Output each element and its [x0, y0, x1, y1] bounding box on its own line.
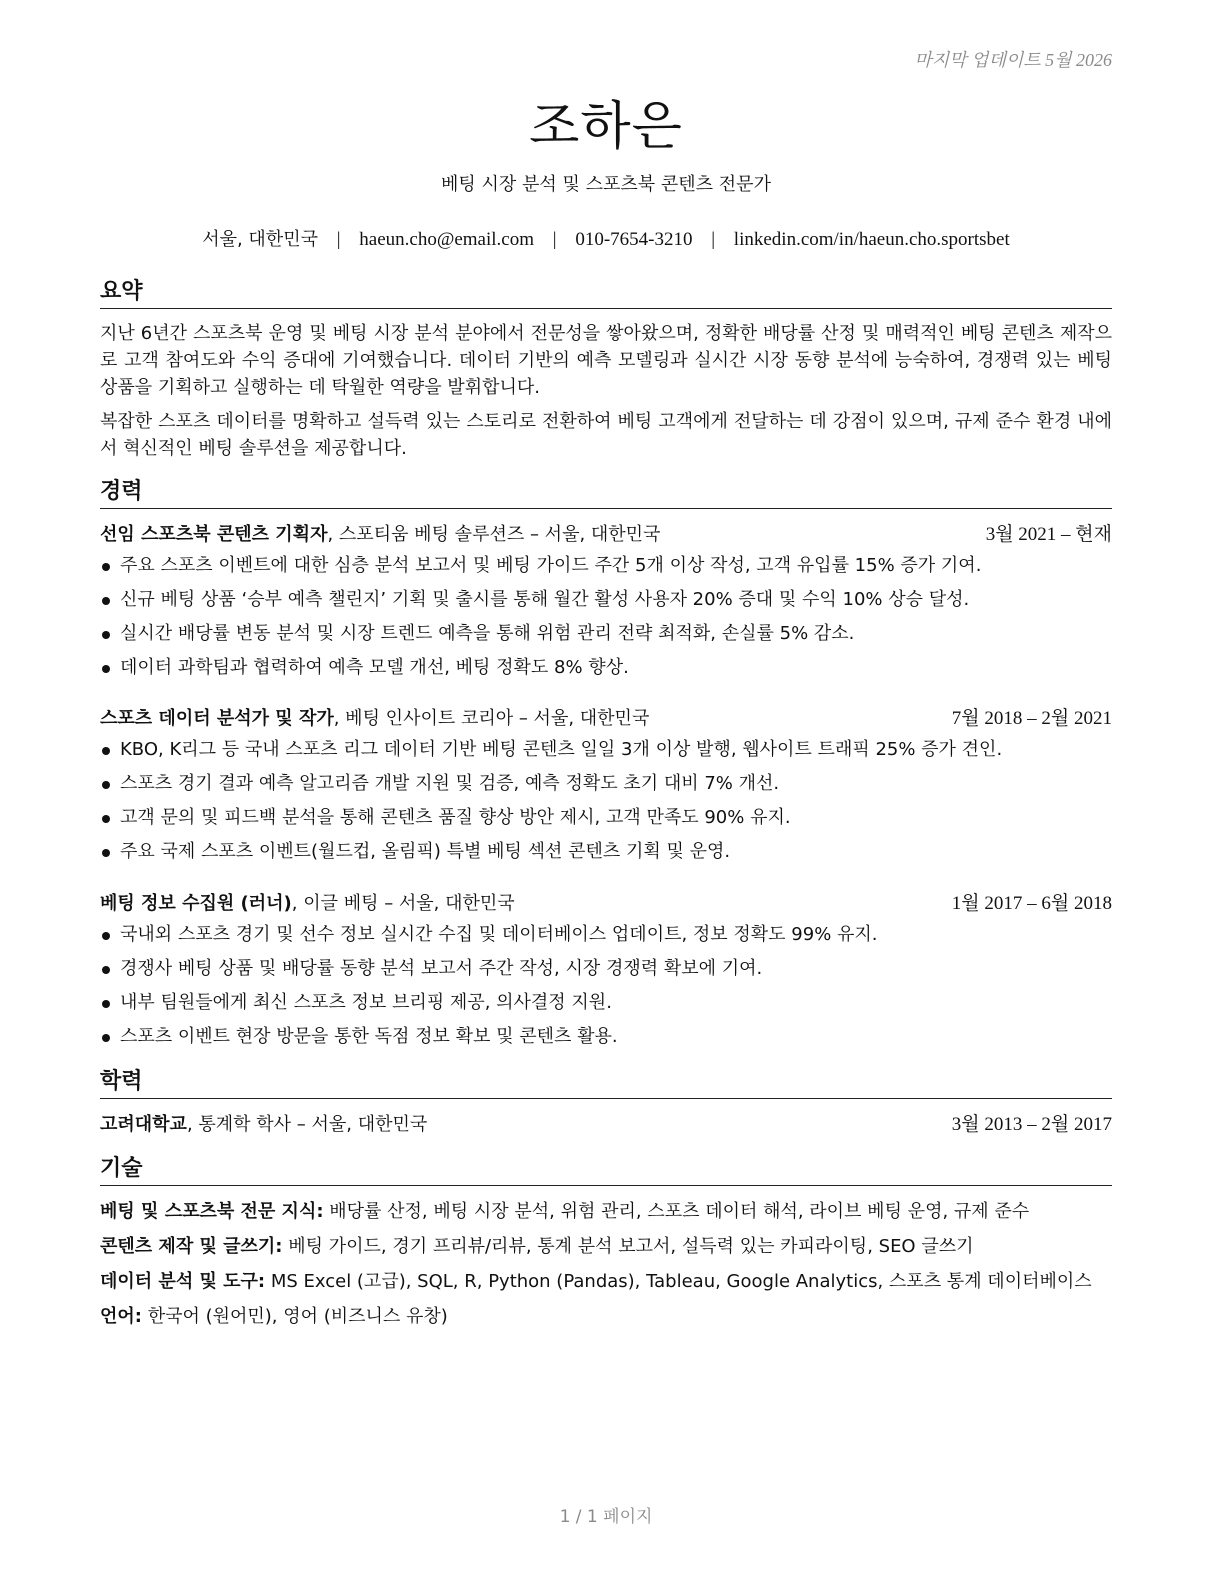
bullet-icon: [102, 631, 110, 639]
contact-separator: |: [711, 229, 716, 250]
skill-category: 베팅 및 스포츠북 전문 지식:: [100, 1201, 324, 1222]
contact-phone[interactable]: 010-7654-3210: [575, 229, 693, 250]
summary-paragraph: 복잡한 스포츠 데이터를 명확하고 설득력 있는 스토리로 전환하여 베팅 고객에게 전달하는 데 강점이 있으며, 규제 준수 환경 내에서 혁신적인 베팅 솔루션을 제공합니다.: [100, 411, 1112, 459]
skills-list: [100, 1200, 1112, 1340]
job-header: [100, 523, 1112, 547]
list-item: [100, 622, 1112, 656]
degree-detail: , 통계학 학사 – 서울, 대한민국: [186, 1114, 428, 1135]
bullet-icon: [102, 1034, 110, 1042]
job-dates: 7월 2018 – 2월 2021: [951, 708, 1112, 729]
job-dates: 3월 2021 – 현재: [985, 524, 1112, 545]
bullet-text: 고객 문의 및 피드백 분석을 통해 콘텐츠 품질 향상 방안 제시, 고객 만족도 90% 유지.: [120, 807, 791, 828]
skill-items: 베팅 가이드, 경기 프리뷰/리뷰, 통계 분석 보고서, 설득력 있는 카피라이팅, SEO 글쓰기: [282, 1236, 974, 1257]
job-header: [100, 707, 1112, 731]
bullet-text: 데이터 과학팀과 협력하여 예측 모델 개선, 베팅 정확도 8% 향상.: [120, 657, 629, 678]
section-heading-education: 학력: [100, 1068, 1112, 1099]
contact-line: [100, 225, 1112, 251]
candidate-name: 조하은: [529, 97, 683, 157]
page-number: 1 / 1 페이지: [559, 1507, 653, 1527]
bullet-text: 내부 팀원들에게 최신 스포츠 정보 브리핑 제공, 의사결정 지원.: [120, 992, 612, 1013]
list-item: [100, 772, 1112, 806]
list-item: [100, 840, 1112, 874]
bullet-text: 주요 국제 스포츠 이벤트(월드컵, 올림픽) 특별 베팅 섹션 콘텐츠 기획 및 운영.: [120, 841, 731, 862]
skill-row: [100, 1200, 1112, 1235]
section-heading-summary: 요약: [100, 278, 1112, 309]
list-item: [100, 923, 1112, 957]
summary-paragraph: 지난 6년간 스포츠북 운영 및 베팅 시장 분석 분야에서 전문성을 쌓아왔으며, 정확한 배당률 산정 및 매력적인 베팅 콘텐츠 제작으로 고객 참여도와 수익 증대에 기여했습니다. 데이터 기반의 예측 모델링과 실시간 시장 동향 분석에 능숙하여, 경쟁력 있는 베팅 상품을 기획하고 실행하는 데 탁월한 역량을 발휘합니다.: [100, 323, 1112, 398]
skill-items: MS Excel (고급), SQL, R, Python (Pandas), Tableau, Google Analytics, 스포츠 통계 데이터베이스: [265, 1271, 1092, 1292]
skill-category: 데이터 분석 및 도구:: [100, 1271, 266, 1292]
contact-email[interactable]: haeun.cho@email.com: [359, 229, 535, 250]
school-name: 고려대학교: [100, 1114, 187, 1135]
bullet-icon: [102, 849, 110, 857]
list-item: [100, 738, 1112, 772]
section-heading-experience: 경력: [100, 478, 1112, 509]
skill-category: 언어:: [100, 1306, 142, 1327]
list-item: [100, 1025, 1112, 1059]
section-heading-skills: 기술: [100, 1155, 1112, 1186]
bullet-text: 주요 스포츠 이벤트에 대한 심층 분석 보고서 및 베팅 가이드 주간 5개 이상 작성, 고객 유입률 15% 증가 기여.: [120, 555, 982, 576]
job-employer: , 스포티움 베팅 솔루션즈 – 서울, 대한민국: [327, 524, 661, 545]
contact-linkedin[interactable]: linkedin.com/in/haeun.cho.sportsbet: [733, 229, 1010, 250]
list-item: [100, 957, 1112, 991]
list-item: [100, 588, 1112, 622]
education-entry: [100, 1113, 1112, 1137]
skill-row: [100, 1235, 1112, 1270]
education-dates: 3월 2013 – 2월 2017: [951, 1114, 1112, 1135]
bullet-text: 경쟁사 베팅 상품 및 배당률 동향 분석 보고서 주간 작성, 시장 경쟁력 확보에 기여.: [120, 958, 763, 979]
bullet-icon: [102, 815, 110, 823]
bullet-text: 스포츠 이벤트 현장 방문을 통한 독점 정보 확보 및 콘텐츠 활용.: [120, 1026, 618, 1047]
skill-items: 배당률 산정, 베팅 시장 분석, 위험 관리, 스포츠 데이터 해석, 라이브 베팅 운영, 규제 준수: [323, 1201, 1030, 1222]
job-bullets: [100, 923, 1112, 1059]
job-title: 베팅 정보 수집원 (러너): [100, 893, 292, 914]
list-item: [100, 806, 1112, 840]
bullet-text: 신규 베팅 상품 ‘승부 예측 챌린지’ 기획 및 출시를 통해 월간 활성 사용자 20% 증대 및 수익 10% 상승 달성.: [120, 589, 970, 610]
skill-category: 콘텐츠 제작 및 글쓰기:: [100, 1236, 283, 1257]
bullet-icon: [102, 747, 110, 755]
contact-separator: |: [552, 229, 557, 250]
list-item: [100, 554, 1112, 588]
job-title: 선임 스포츠북 콘텐츠 기획자: [100, 524, 328, 545]
resume-page: [100, 0, 1112, 1584]
job-bullets: [100, 738, 1112, 874]
last-updated: 마지막 업데이트 5월 2026: [914, 50, 1112, 70]
contact-location: 서울, 대한민국: [202, 229, 318, 250]
bullet-icon: [102, 1000, 110, 1008]
job-dates: 1월 2017 – 6월 2018: [951, 893, 1112, 914]
job-title: 스포츠 데이터 분석가 및 작가: [100, 708, 334, 729]
bullet-text: 실시간 배당률 변동 분석 및 시장 트렌드 예측을 통해 위험 관리 전략 최적화, 손실률 5% 감소.: [120, 623, 855, 644]
bullet-icon: [102, 966, 110, 974]
skill-items: 한국어 (원어민), 영어 (비즈니스 유창): [141, 1306, 448, 1327]
candidate-title: 베팅 시장 분석 및 스포츠북 콘텐츠 전문가: [441, 174, 771, 195]
skill-row: [100, 1305, 1112, 1340]
job-employer: , 베팅 인사이트 코리아 – 서울, 대한민국: [333, 708, 650, 729]
bullet-icon: [102, 563, 110, 571]
bullet-text: KBO, K리그 등 국내 스포츠 리그 데이터 기반 베팅 콘텐츠 일일 3개 이상 발행, 웹사이트 트래픽 25% 증가 견인.: [120, 739, 1003, 760]
bullet-icon: [102, 597, 110, 605]
list-item: [100, 991, 1112, 1025]
bullet-icon: [102, 665, 110, 673]
bullet-text: 국내외 스포츠 경기 및 선수 정보 실시간 수집 및 데이터베이스 업데이트, 정보 정확도 99% 유지.: [120, 924, 878, 945]
bullet-text: 스포츠 경기 결과 예측 알고리즘 개발 지원 및 검증, 예측 정확도 초기 대비 7% 개선.: [120, 773, 780, 794]
contact-separator: |: [336, 229, 341, 250]
job-header: [100, 892, 1112, 916]
job-employer: , 이글 베팅 – 서울, 대한민국: [291, 893, 515, 914]
bullet-icon: [102, 781, 110, 789]
list-item: [100, 656, 1112, 690]
skill-row: [100, 1270, 1112, 1305]
job-bullets: [100, 554, 1112, 690]
bullet-icon: [102, 932, 110, 940]
